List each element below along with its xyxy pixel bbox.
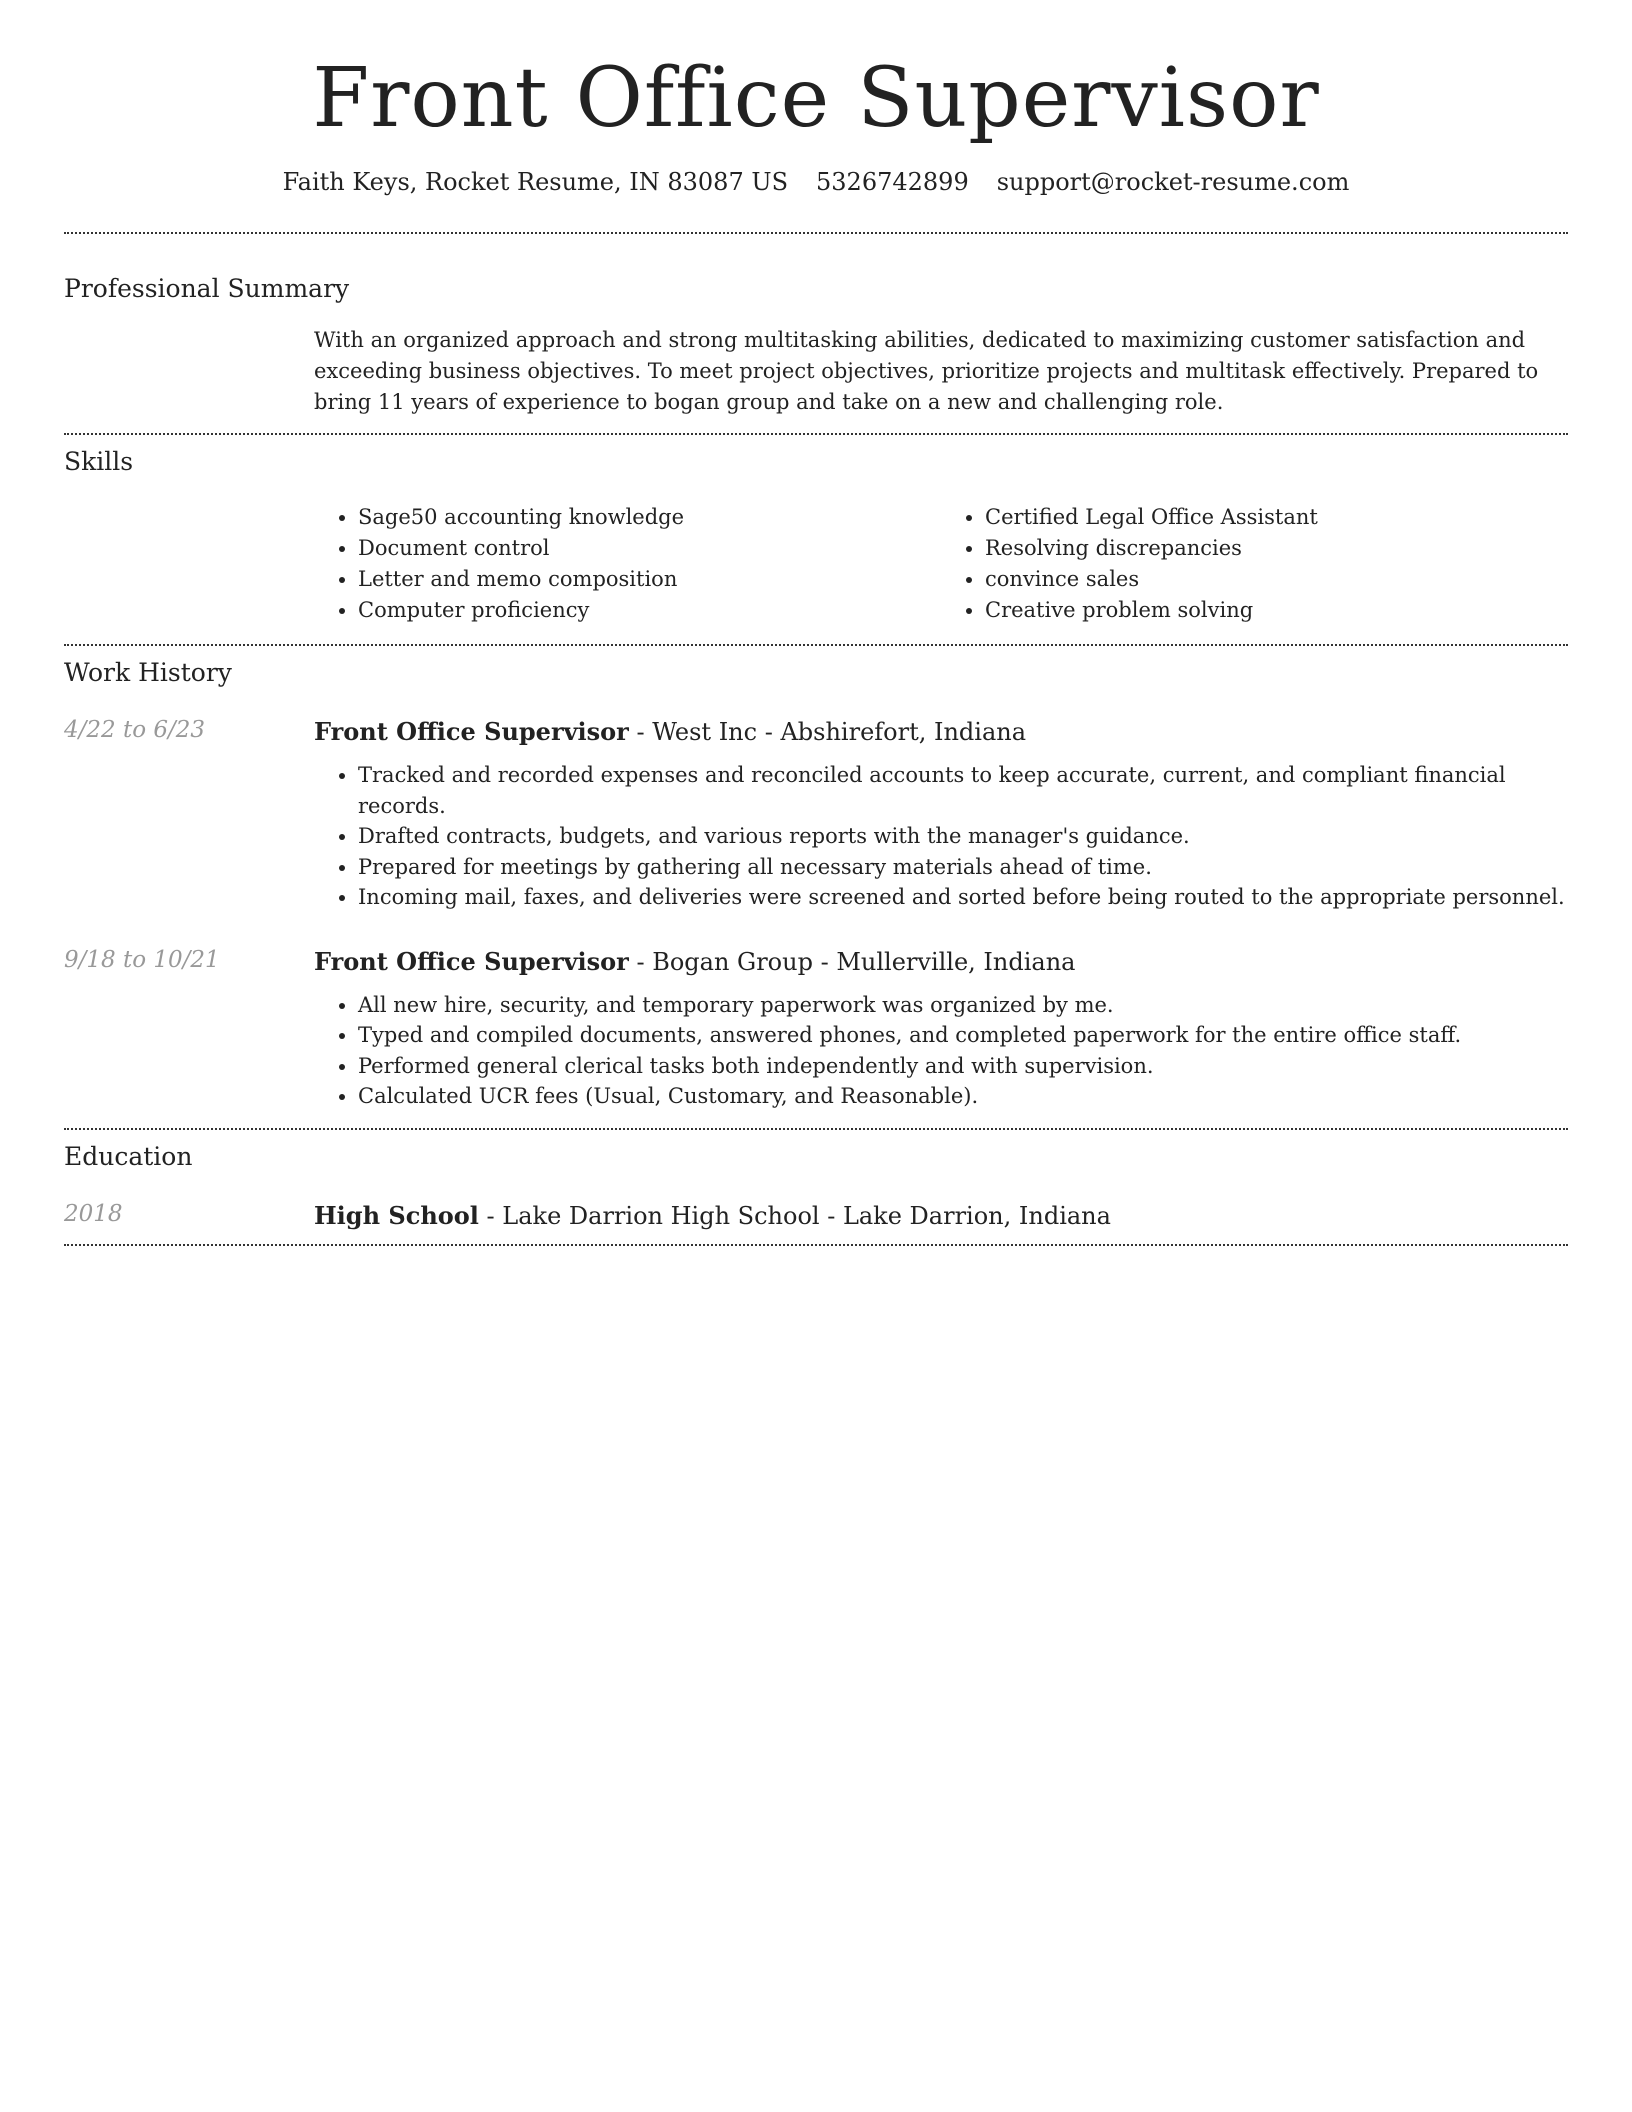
job-bullets [314,990,1568,1112]
section-title-skills: Skills [64,447,134,477]
skill-item: • Resolving discrepancies [985,533,1568,564]
job-entry [64,947,1568,1112]
job-bullet: • Typed and compiled documents, answered phones, and completed paperwork for the entire office staff. [358,1020,1568,1051]
job-bullet: • Performed general clerical tasks both independently and with supervision. [358,1051,1568,1082]
skills-section [64,435,1568,626]
job-bullet: • All new hire, security, and temporary paperwork was organized by me. [358,990,1568,1021]
job-bullet: • Prepared for meetings by gathering all necessary materials ahead of time. [358,852,1568,883]
resume-page [64,0,1568,1246]
skills-list-right [941,502,1568,626]
job-dates: 9/18 to 10/21 [64,946,220,973]
job-bullet: • Drafted contracts, budgets, and various reports with the manager's guidance. [358,821,1568,852]
contact-phone: 5326742899 [816,168,969,197]
summary-text: With an organized approach and strong multitasking abilities, dedicated to maximizing customer satisfaction and exceeding business objectives. To meet project objectives, prioritize projects and multitask effectively. Prepared to bring 11 years of experience to bogan group and take on a new and challenging role. [314,328,1539,415]
job-employer: - West Inc - Abshirefort, Indiana [628,718,1027,747]
summary-section [64,234,1568,418]
job-position: Front Office Supervisor [314,717,629,747]
contact-email: support@rocket-resume.com [996,168,1350,197]
education-title [314,1201,1568,1230]
skill-item: • convince sales [985,564,1568,595]
section-title-summary: Professional Summary [64,274,350,304]
job-position: Front Office Supervisor [314,946,629,976]
education-school: - Lake Darrion High School - Lake Darrion, Indiana [478,1201,1111,1230]
section-title-education: Education [64,1141,193,1171]
contact-line [64,168,1568,196]
job-bullet: • Calculated UCR fees (Usual, Customary, and Reasonable). [358,1081,1568,1112]
job-dates: 4/22 to 6/23 [64,717,206,744]
skill-item: • Letter and memo composition [358,564,941,595]
divider [64,1244,1568,1246]
education-year: 2018 [64,1200,123,1227]
job-bullet: • Tracked and recorded expenses and reconciled accounts to keep accurate, current, and compliant financial records. [358,760,1568,821]
contact-address: Faith Keys, Rocket Resume, IN 83087 US [282,168,789,197]
education-section [64,1130,1568,1230]
education-entry [64,1201,1568,1230]
skill-item: • Sage50 accounting knowledge [358,502,941,533]
education-degree: High School [314,1200,479,1230]
section-title-work: Work History [64,658,232,688]
skill-item: • Creative problem solving [985,595,1568,626]
skill-item: • Certified Legal Office Assistant [985,502,1568,533]
job-title [314,947,1568,976]
candidate-name: Front Office Supervisor [312,51,1320,146]
work-history-section [64,646,1568,1112]
job-bullets [314,760,1568,913]
job-entry [64,717,1568,913]
job-bullet: • Incoming mail, faxes, and deliveries were screened and sorted before being routed to the appropriate personnel. [358,882,1568,913]
skill-item: • Document control [358,533,941,564]
job-employer: - Bogan Group - Mullerville, Indiana [628,947,1076,976]
skills-list-left [314,502,941,626]
skill-item: • Computer proficiency [358,595,941,626]
job-title [314,717,1568,746]
